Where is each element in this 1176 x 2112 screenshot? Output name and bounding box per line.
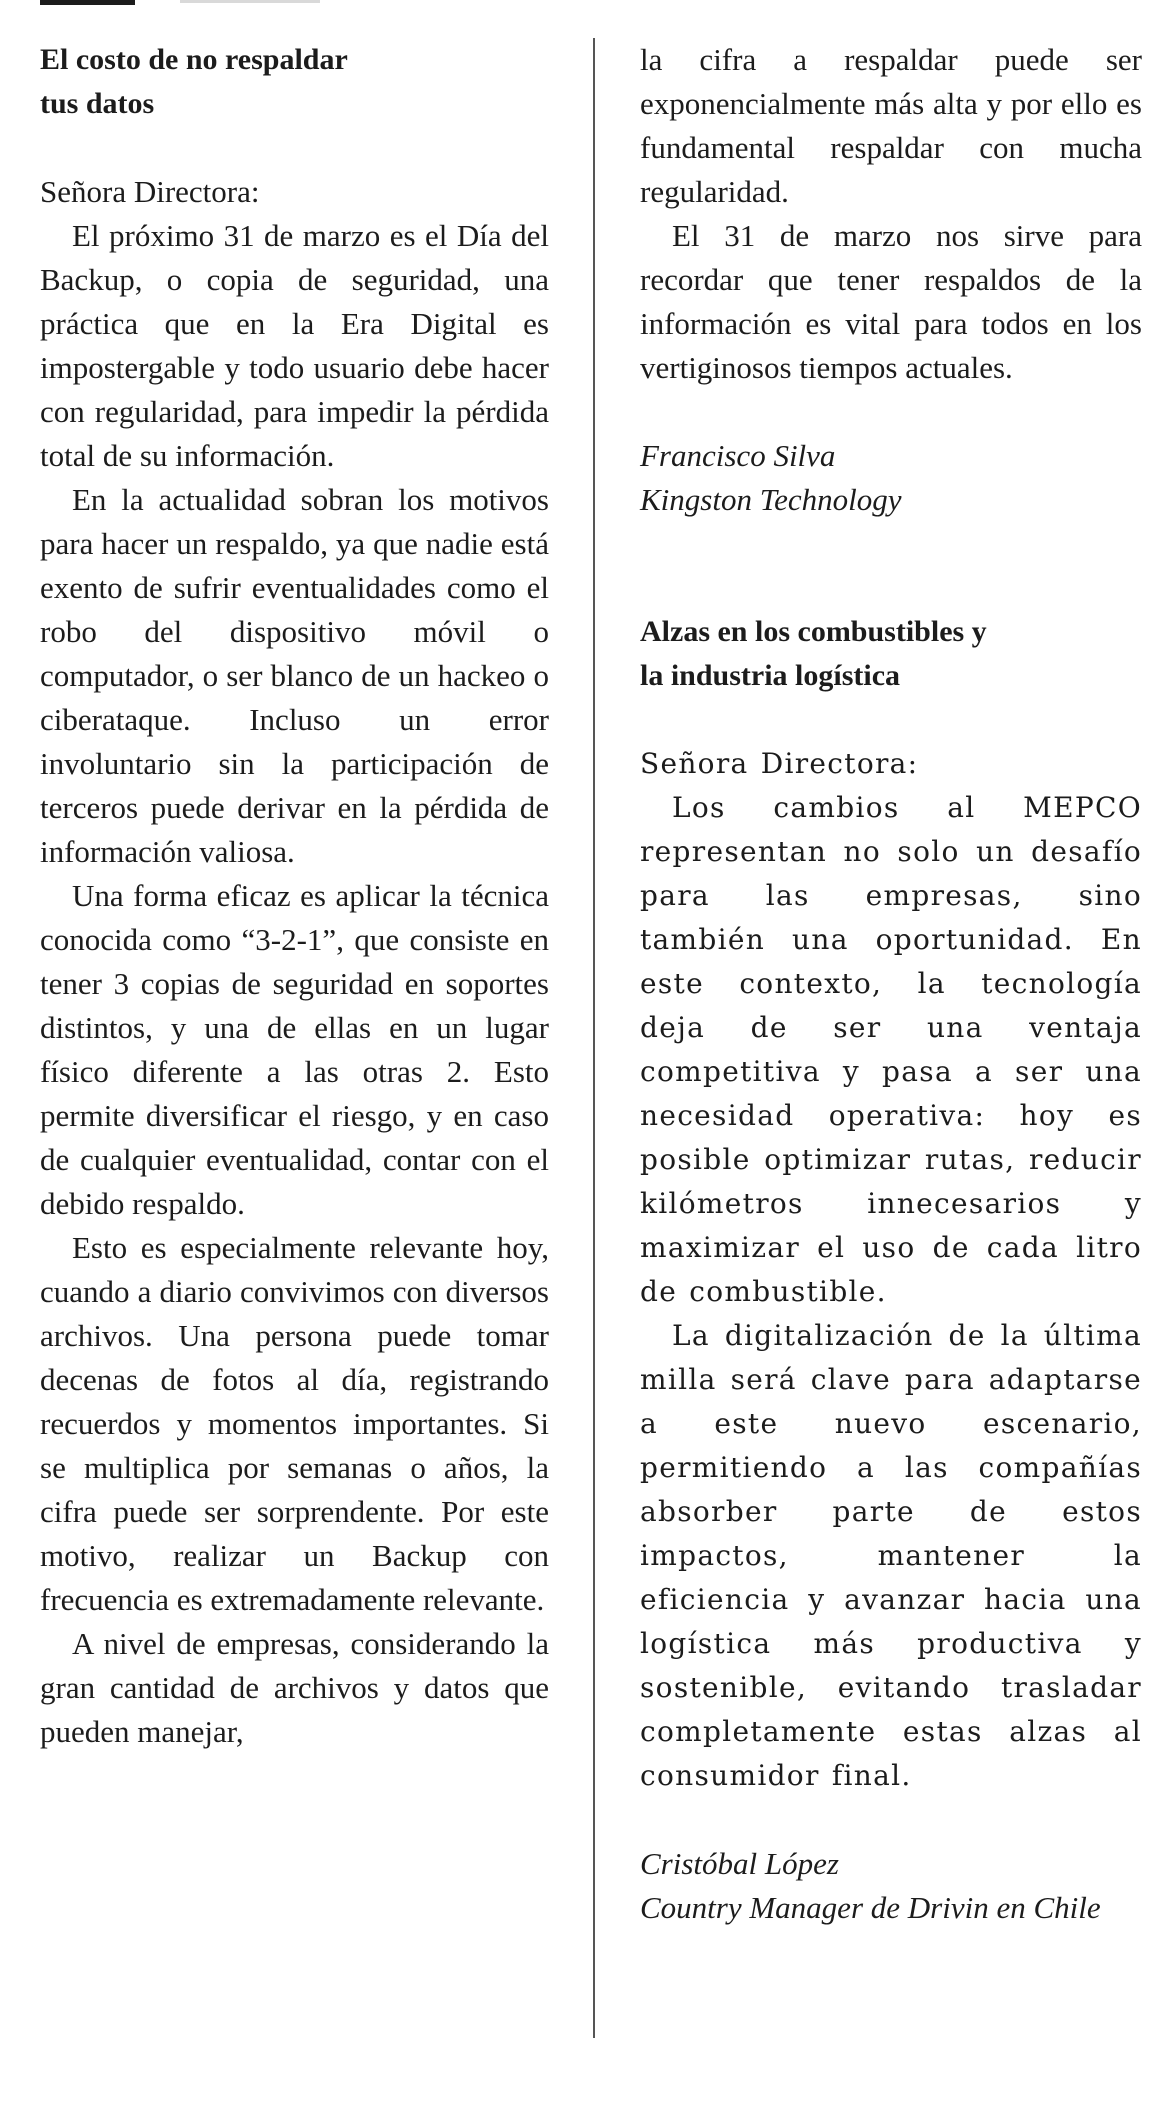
letter2-headline-line1: Alzas en los combustibles y <box>640 615 987 648</box>
letter1-paragraph-5-continued: la cifra a respaldar puede ser exponencialmente más alta y por ello es fundamental respaldar con mucha regularidad. <box>640 42 1142 209</box>
letter1-signature-org: Kingston Technology <box>640 482 902 517</box>
letter1-salutation: Señora Directora: <box>40 174 260 209</box>
letter1-paragraph-5: A nivel de empresas, considerando la gran cantidad de archivos y datos que pueden manejar, <box>40 1626 549 1749</box>
letter2-salutation: Señora Directora: <box>640 747 919 780</box>
letter1-signature-name: Francisco Silva <box>640 438 836 473</box>
letter2 <box>640 610 1142 1798</box>
letter1-paragraph-3: Una forma eficaz es aplicar la técnica conocida como “3-2-1”, que consiste en tener 3 copias de seguridad en soportes distintos, y una de ellas en un lugar físico diferente a las otras 2. Esto permite diversificar el riesgo, y en caso de cualquier eventualidad, contar con el debido respaldo. <box>40 878 549 1221</box>
column-right <box>640 38 1142 1930</box>
letter2-signature-title: Country Manager de Drivin en Chile <box>640 1890 1101 1925</box>
letter2-signature-name: Cristóbal López <box>640 1846 839 1881</box>
letter1-paragraph-1: El próximo 31 de marzo es el Día del Backup, o copia de seguridad, una práctica que en la Era Digital es impostergable y todo usuario debe hacer con regularidad, para impedir la pérdida total de su información. <box>40 218 549 473</box>
letter1-headline-line1: El costo de no respaldar <box>40 43 348 76</box>
letter1-headline-line2: tus datos <box>40 87 155 120</box>
letter2-headline <box>640 610 1142 698</box>
letter2-paragraph-2: La digitalización de la última milla será clave para adaptarse a este nuevo escenario, permitiendo a las compañías absorber parte de estos impactos, mantener la eficiencia y avanzar hacia una logística más productiva y sostenible, evitando trasladar completamente estas alzas al consumidor final. <box>640 1319 1142 1792</box>
letter1-headline <box>40 38 549 126</box>
column-divider <box>593 38 595 2038</box>
letter2-headline-line2: la industria logística <box>640 659 901 692</box>
column-left <box>40 38 549 1754</box>
letter1-paragraph-2: En la actualidad sobran los motivos para hacer un respaldo, ya que nadie está exento de sufrir eventualidades como el robo del dispositivo móvil o computador, o ser blanco de un hackeo o ciberataque. Incluso un error involuntario sin la participación de terceros puede derivar en la pérdida de información valiosa. <box>40 482 549 869</box>
top-rule <box>40 0 135 5</box>
letter2-paragraph-1: Los cambios al MEPCO representan no solo un desafío para las empresas, sino también una oportunidad. En este contexto, la tecnología deja de ser una ventaja competitiva y pasa a ser una necesidad operativa: hoy es posible optimizar rutas, reducir kilómetros innecesarios y maximizar el uso de cada litro de combustible. <box>640 791 1142 1308</box>
top-rule-faint <box>180 0 320 3</box>
letter1-paragraph-4: Esto es especialmente relevante hoy, cuando a diario convivimos con diversos archivos. Una persona puede tomar decenas de fotos al día, registrando recuerdos y momentos importantes. Si se multiplica por semanas o años, la cifra puede ser sorprendente. Por este motivo, realizar un Backup con frecuencia es extremadamente relevante. <box>40 1230 549 1617</box>
letter1-paragraph-6: El 31 de marzo nos sirve para recordar que tener respaldos de la información es vital para todos en los vertiginosos tiempos actuales. <box>640 218 1142 385</box>
